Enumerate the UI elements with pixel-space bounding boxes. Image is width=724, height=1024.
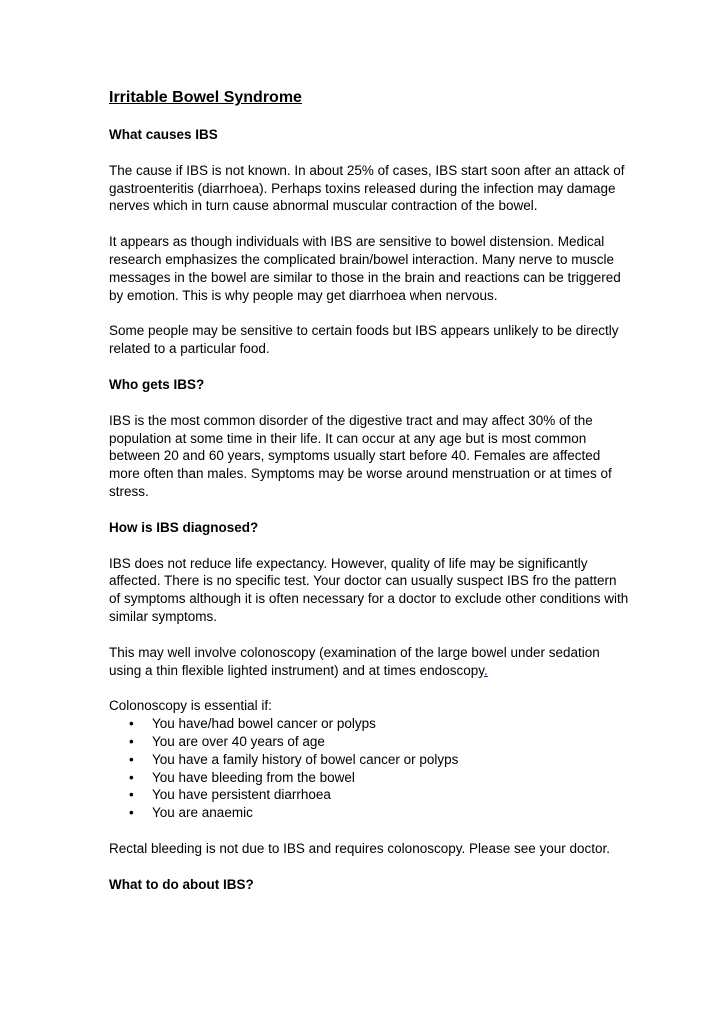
list-item-text: You have bleeding from the bowel (152, 769, 355, 785)
colonoscopy-paragraph (109, 644, 629, 680)
paragraph: It appears as though individuals with IBS are sensitive to bowel distension. Medical research emphasizes the complicated brain/bowel interaction. Many nerve to muscle messages in the bowel are similar to those in the brain and reactions can be triggered by emotion. This is why people may get diarrhoea when nervous. (109, 234, 621, 303)
colonoscopy-criteria-list (109, 715, 629, 822)
section-heading: What causes IBS (109, 127, 218, 142)
list-item-text: You have a family history of bowel cancer or polyps (152, 751, 459, 767)
paragraph: IBS does not reduce life expectancy. However, quality of life may be significantly affected. There is no specific test. Your doctor can usually suspect IBS fro the pattern of symptoms although it is often necessary for a doctor to exclude other conditions with similar symptoms. (109, 555, 629, 624)
list-item (109, 751, 629, 769)
closing-paragraph: Rectal bleeding is not due to IBS and requires colonoscopy. Please see your doctor. (109, 840, 611, 856)
section-heading: How is IBS diagnosed? (109, 519, 259, 535)
list-item-text: You are over 40 years of age (152, 733, 325, 749)
bullet-icon: • (129, 751, 134, 767)
document-page (109, 88, 629, 912)
list-item (109, 733, 629, 751)
section-who-gets (109, 376, 629, 501)
list-intro: Colonoscopy is essential if: (109, 698, 272, 714)
bullet-icon: • (129, 805, 134, 821)
list-item-text: You have persistent diarrhoea (152, 787, 331, 803)
section-what-to-do (109, 876, 629, 894)
section-causes (109, 126, 629, 358)
list-item (109, 769, 629, 787)
bullet-icon: • (129, 733, 134, 749)
list-item-text: You are anaemic (152, 805, 253, 821)
document-title: Irritable Bowel Syndrome (109, 89, 302, 106)
list-item (109, 804, 629, 822)
list-item-text: You have/had bowel cancer or polyps (152, 716, 376, 732)
section-heading: Who gets IBS? (109, 376, 205, 392)
list-item (109, 786, 629, 804)
paragraph: IBS is the most common disorder of the digestive tract and may affect 30% of the population at some time in their life. It can occur at any age but is most common between 20 and 60 years, symptoms usually start before 40. Females are affected more often than males. Symptoms may be worse around menstruation or at times of stress. (109, 412, 612, 499)
section-heading: What to do about IBS? (109, 876, 254, 892)
bullet-icon: • (129, 769, 134, 785)
section-diagnosis (109, 519, 629, 858)
bullet-icon: • (129, 716, 134, 732)
bullet-icon: • (129, 787, 134, 803)
paragraph: The cause if IBS is not known. In about 25% of cases, IBS start soon after an attack of gastroenteritis (diarrhoea). Perhaps toxins released during the infection may damage nerves which in turn cause abnormal muscular contraction of the bowel. (109, 162, 625, 214)
colonoscopy-text: This may well involve colonoscopy (examination of the large bowel under sedation using a thin flexible lighted instrument) and at times endoscopy (109, 644, 600, 678)
list-item (109, 715, 629, 733)
endoscopy-link[interactable]: . (483, 662, 488, 678)
paragraph: Some people may be sensitive to certain foods but IBS appears unlikely to be directly related to a particular food. (109, 323, 619, 357)
